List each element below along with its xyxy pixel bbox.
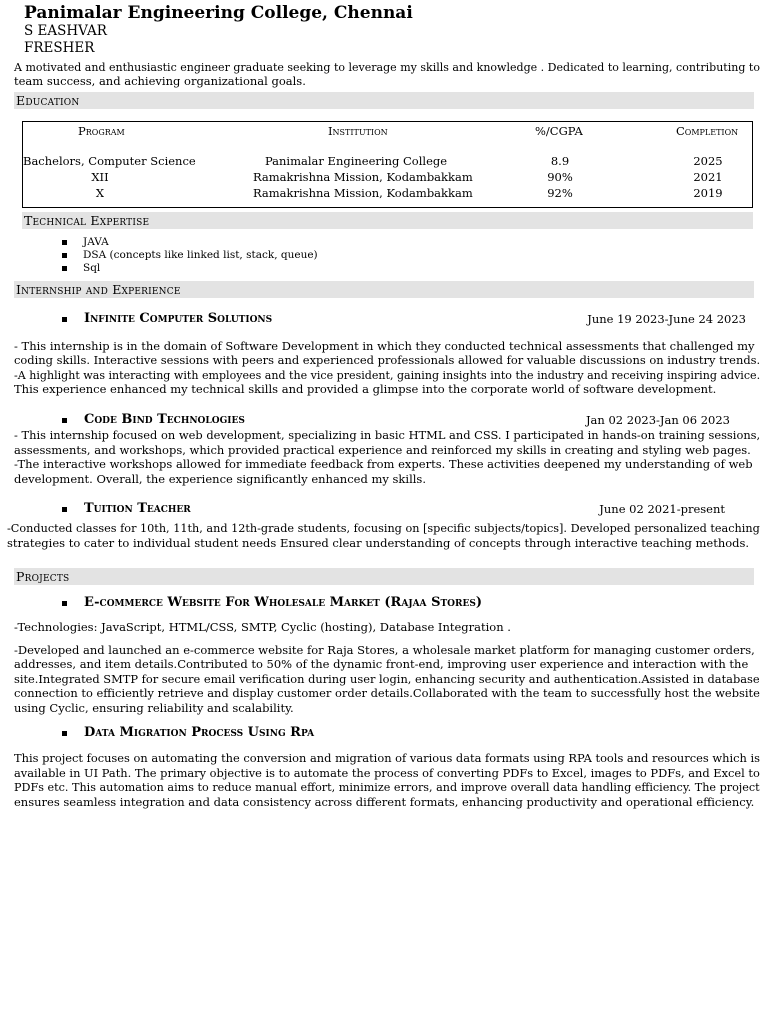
job-line: -The interactive workshops allowed for immediate feedback from experts. These activities deepened my understanding of web bbox=[14, 457, 753, 471]
job-line: strategies to cater to individual student needs Ensured clear understanding of concepts through interactive teaching methods. bbox=[7, 536, 750, 550]
bullet-icon bbox=[62, 418, 67, 423]
summary-line: A motivated and enthusiastic engineer graduate seeking to leverage my skills and knowledge . Dedicated to learning, contributing to bbox=[14, 60, 760, 74]
experience-section-header bbox=[14, 281, 754, 298]
technical-title: Technical Expertise bbox=[24, 213, 150, 228]
job-company: Code Bind Technologies bbox=[84, 412, 245, 427]
bullet-icon bbox=[62, 601, 67, 606]
summary-line: team success, and achieving organizational goals. bbox=[14, 74, 306, 88]
projects-title: Projects bbox=[16, 569, 70, 584]
edu-cgpa: 90% bbox=[547, 170, 573, 184]
job-line: This experience enhanced my technical skills and provided a glimpse into the corporate world of software development. bbox=[14, 382, 717, 396]
job-dates: June 19 2023-June 24 2023 bbox=[587, 312, 746, 326]
project-line: addresses, and item details.Contributed to 50% of the dynamic front-end, improving user experience and interaction with the bbox=[14, 657, 749, 671]
project-line: using Cyclic, ensuring reliability and scalability. bbox=[14, 701, 294, 715]
edu-program: X bbox=[95, 186, 105, 200]
edu-program: XII bbox=[91, 170, 109, 184]
skill-label: DSA (concepts like linked list, stack, queue) bbox=[83, 249, 318, 261]
bullet-icon bbox=[62, 240, 67, 245]
edu-cgpa: 8.9 bbox=[550, 154, 570, 168]
candidate-name: S EASHVAR bbox=[24, 23, 107, 39]
col-header-completion: Completion bbox=[676, 124, 739, 138]
job-line: -Conducted classes for 10th, 11th, and 12th-grade students, focusing on [specific subjects/topics]. Developed personalized teaching bbox=[7, 521, 760, 535]
experience-title: Internship and Experience bbox=[16, 282, 181, 297]
job-line: assessments, and workshops, which provided practical experience and reinforced my skills in creating and styling web pages. bbox=[14, 443, 751, 457]
job-company: Infinite Computer Solutions bbox=[84, 311, 273, 326]
bullet-icon bbox=[62, 731, 67, 736]
col-header-program: Program bbox=[78, 124, 125, 138]
college-title: Panimalar Engineering College, Chennai bbox=[24, 3, 413, 23]
edu-institution: Ramakrishna Mission, Kodambakkam bbox=[253, 186, 473, 200]
education-table bbox=[22, 121, 753, 208]
bullet-icon bbox=[62, 266, 67, 271]
bullet-icon bbox=[62, 253, 67, 258]
projects-section-header bbox=[14, 568, 754, 585]
project-line: This project focuses on automating the conversion and migration of various data formats using RPA tools and resources which is bbox=[14, 751, 760, 765]
job-line: -A highlight was interacting with employees and the vice president, gaining insights into the industry and receiving inspiring advice. bbox=[14, 368, 761, 382]
bullet-icon bbox=[62, 317, 67, 322]
job-company: Tuition Teacher bbox=[84, 501, 191, 516]
bullet-icon bbox=[62, 507, 67, 512]
job-dates: June 02 2021-present bbox=[599, 502, 725, 516]
project-line: ensures seamless integration and data consistency across different formats, enhancing productivity and operational efficiency. bbox=[14, 795, 755, 809]
project-line: site.Integrated SMTP for secure email verification during user login, enhancing security and authentication.Assisted in database bbox=[14, 672, 760, 686]
job-line: - This internship focused on web development, specializing in basic HTML and CSS. I participated in hands-on training sessions, bbox=[14, 428, 761, 442]
skill-label: JAVA bbox=[83, 236, 109, 248]
education-title: Education bbox=[16, 93, 80, 108]
project-tech: -Technologies: JavaScript, HTML/CSS, SMTP, Cyclic (hosting), Database Integration . bbox=[14, 620, 511, 634]
job-line: development. Overall, the experience significantly enhanced my skills. bbox=[14, 472, 426, 486]
col-header-institution: Institution bbox=[328, 124, 388, 138]
edu-institution: Panimalar Engineering College bbox=[264, 154, 448, 168]
col-header-cgpa: %/CGPA bbox=[535, 124, 583, 138]
edu-cgpa: 92% bbox=[547, 186, 573, 200]
project-line: PDFs etc. This automation aims to reduce manual effort, minimize errors, and improve overall data handling efficiency. The project bbox=[14, 780, 760, 794]
project-line: -Developed and launched an e-commerce website for Raja Stores, a wholesale market platform for managing customer orders, bbox=[14, 643, 755, 657]
project-line: available in UI Path. The primary objective is to automate the process of converting PDFs to Excel, images to PDFs, and Excel to bbox=[14, 766, 760, 780]
project-line: connection to efficiently retrieve and display customer order details.Collaborated with the team to successfully host the website bbox=[14, 686, 760, 700]
project-name: Data Migration Process Using Rpa bbox=[84, 725, 315, 740]
edu-completion: 2019 bbox=[693, 186, 723, 200]
skill-label: Sql bbox=[83, 262, 101, 274]
job-dates: Jan 02 2023-Jan 06 2023 bbox=[585, 413, 730, 427]
job-line: - This internship is in the domain of Software Development in which they conducted technical assessments that challenged my bbox=[14, 339, 755, 353]
technical-section-header bbox=[22, 212, 753, 229]
edu-program: Bachelors, Computer Science bbox=[23, 154, 196, 168]
edu-completion: 2021 bbox=[693, 170, 723, 184]
job-line: coding skills. Interactive sessions with peers and experienced professionals allowed for valuable discussions on industry trends. bbox=[14, 353, 761, 367]
edu-institution: Ramakrishna Mission, Kodambakkam bbox=[253, 170, 473, 184]
education-section-header bbox=[14, 92, 754, 109]
candidate-role: FRESHER bbox=[24, 40, 95, 56]
project-name: E-commerce Website For Wholesale Market (Rajaa Stores) bbox=[84, 595, 482, 610]
edu-completion: 2025 bbox=[693, 154, 723, 168]
